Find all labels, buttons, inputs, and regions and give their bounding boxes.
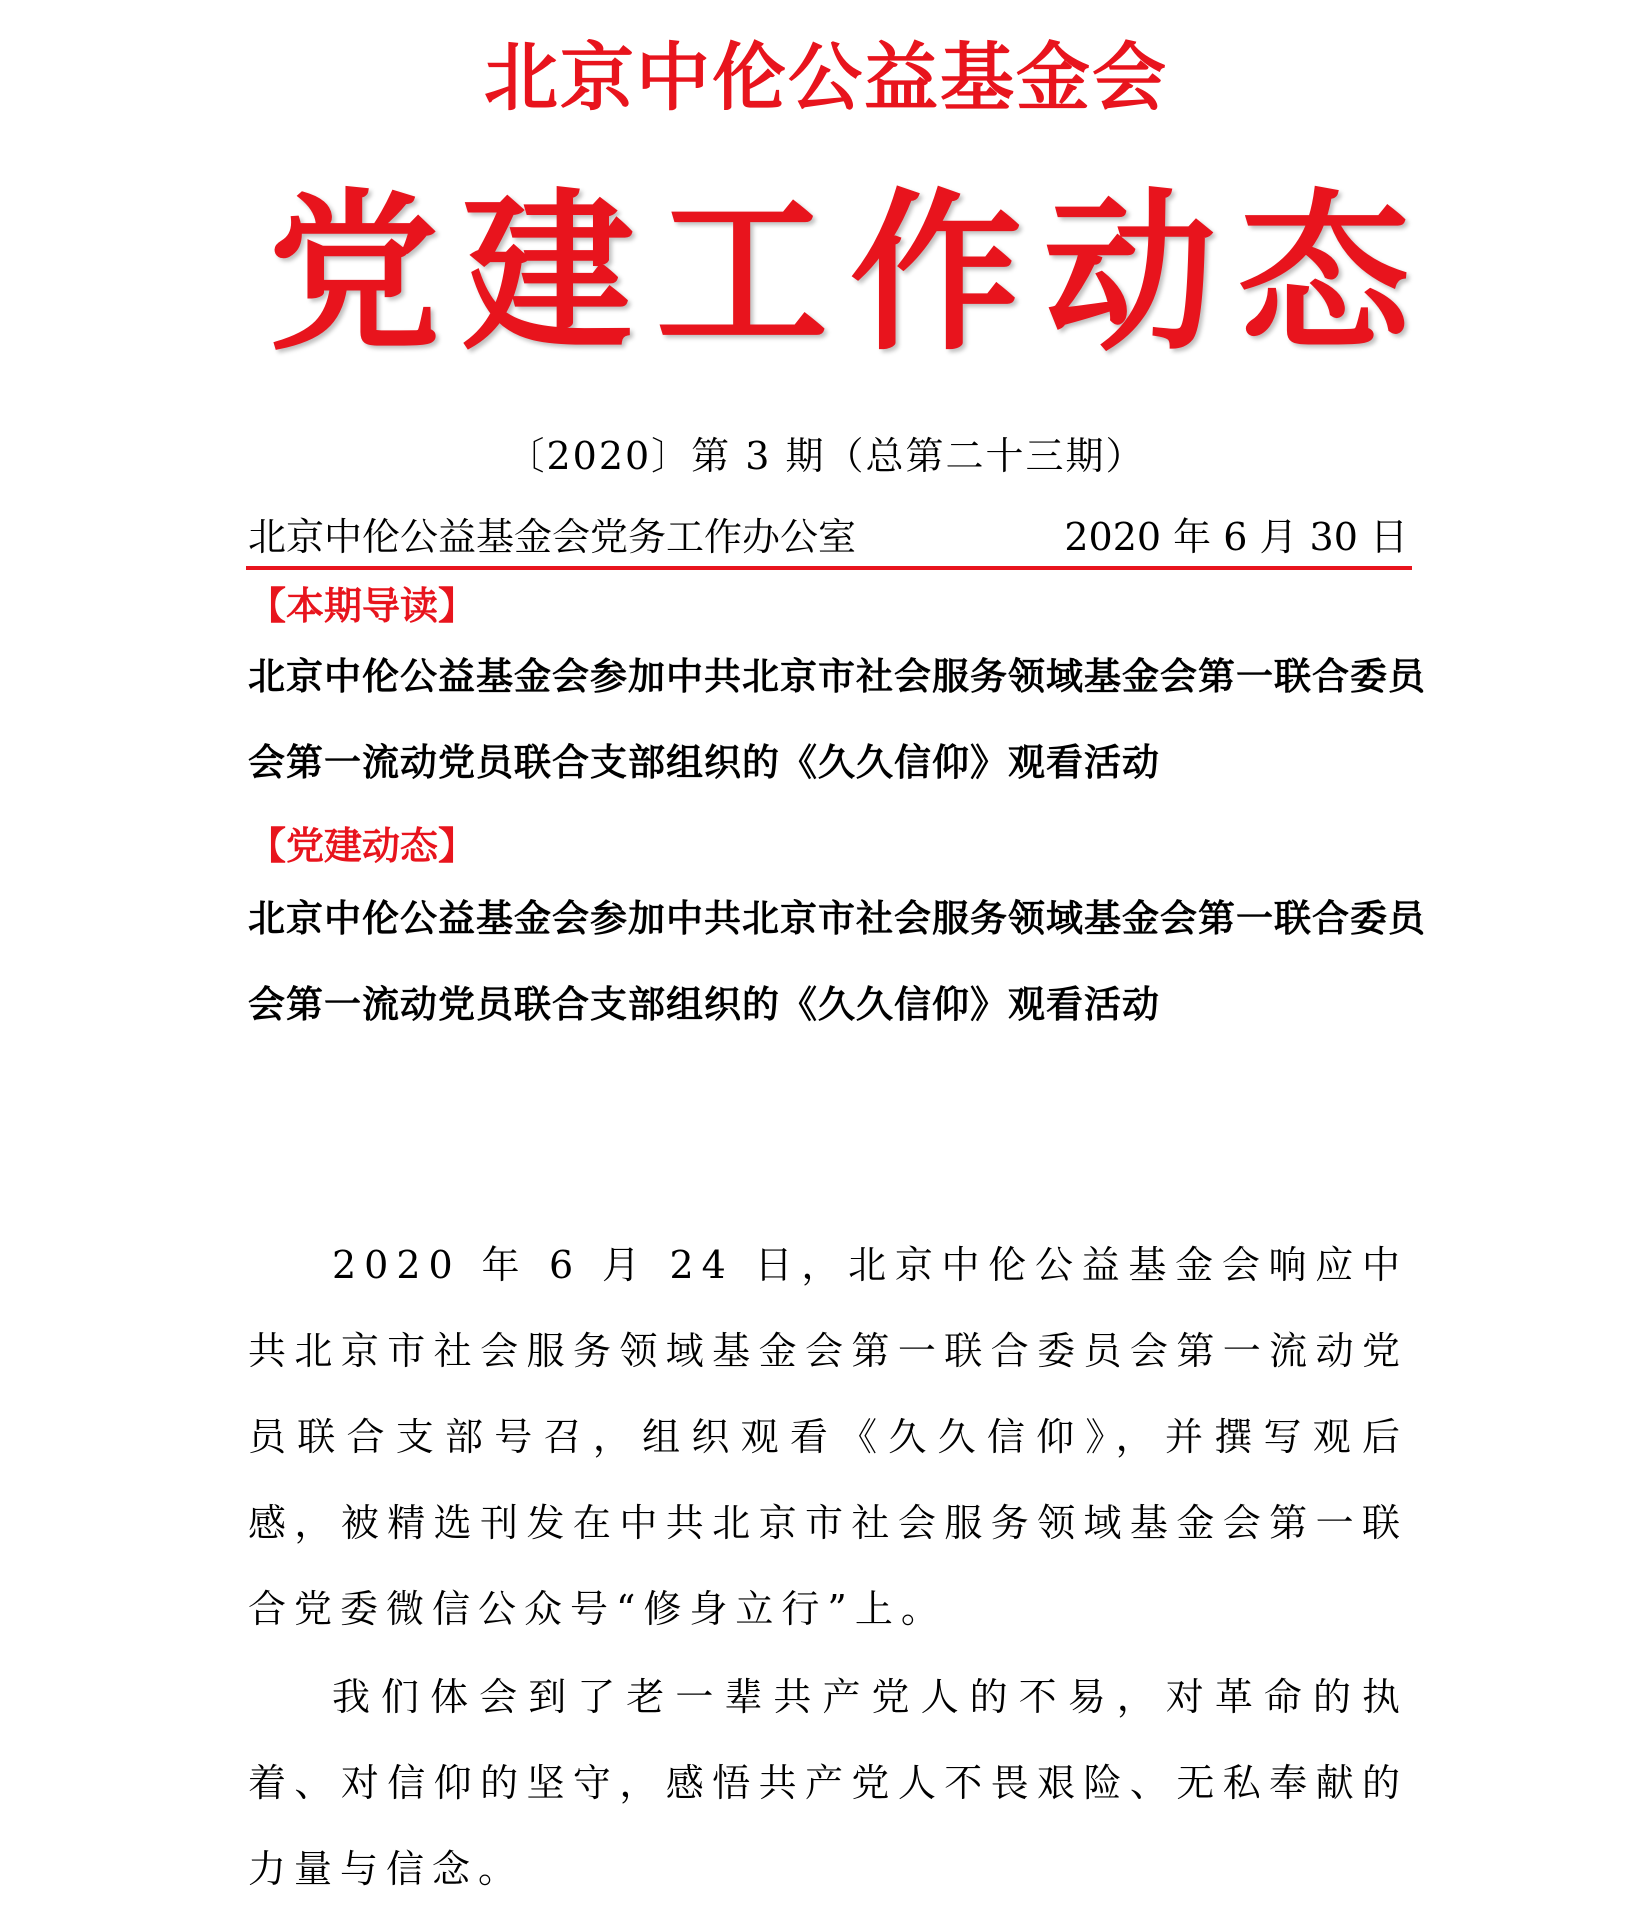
issuer-row (248, 506, 1408, 568)
body-paragraph-2: 我们体会到了老一辈共产党人的不易，对革命的执着、对信仰的坚守，感悟共产党人不畏艰险、无私奉献的力量与信念。 (248, 1675, 1408, 1891)
guide-heading: 【本期导读】 (248, 584, 477, 628)
organization-title: 北京中伦公益基金会 (484, 35, 1168, 121)
red-divider-line (246, 566, 1412, 570)
news-text: 北京中伦公益基金会参加中共北京市社会服务领域基金会第一联合委员会第一流动党员联合支部组织的《久久信仰》观看活动 (248, 897, 1426, 1026)
news-heading: 【党建动态】 (248, 824, 477, 868)
issue-date: 2020 年 6 月 30 日 (1064, 515, 1408, 559)
guide-text: 北京中伦公益基金会参加中共北京市社会服务领域基金会第一联合委员会第一流动党员联合支部组织的《久久信仰》观看活动 (248, 655, 1426, 784)
bulletin-title: 党建工作动态 (268, 171, 1432, 374)
issuer: 北京中伦公益基金会党务工作办公室 (248, 515, 857, 559)
issue-number: 〔2020〕第 3 期（总第二十三期） (506, 434, 1146, 478)
body-paragraph-1: 2020 年 6 月 24 日，北京中伦公益基金会响应中共北京市社会服务领域基金会第一联合委员会第一流动党员联合支部号召，组织观看《久久信仰》，并撰写观后感，被精选刊发在中共北京市社会服务领域基金会第一联合党委微信公众号“修身立行”上。 (248, 1243, 1408, 1631)
